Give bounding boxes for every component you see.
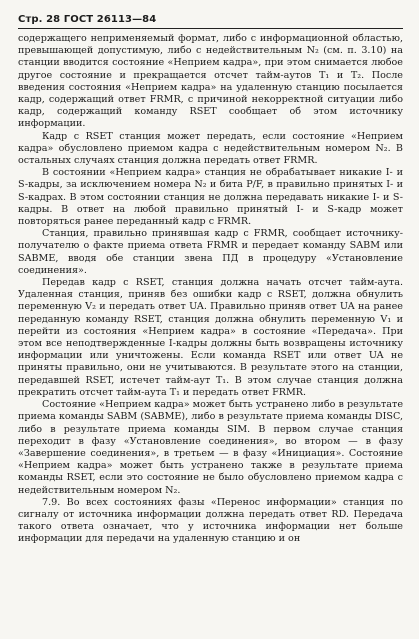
paragraph: В состоянии «Неприем кадра» станция не обрабатывает никакие I- и S-кадры, за исключением номера N₂ и бита P/F, в правильно принятых I- и S-кадрах. В этом состоянии станция не должна передавать никакие I- и S-кадры. В ответ на любой правильно принятый I- и S-кадр может повторяться ранее переданный кадр с FRMR. [18,167,403,228]
page-header [18,8,403,26]
paragraph: Состояние «Неприем кадра» может быть устранено либо в результате приема команды SABM (SABME), либо в результате приема команды DISC, либо в результате приема команды SIM. В первом случае станция переходит в фазу «Установление соединения», во втором — в фазу «Завершение соединения», в третьем — в фазу «Инициация». Состояние «Неприем кадра» может быть устранено также в результате приема команды RSET, если это состояние не было обусловлено приемом кадра с недействительным номером N₂. [18,399,403,496]
paragraph: 7.9. Во всех состояниях фазы «Перенос информации» станция по сигналу от источника информации должна передать ответ RD. Передача такого ответа означает, что у источника информации нет больше информации для передачи на удаленную станцию и он [18,496,403,545]
paragraph: Станция, правильно принявшая кадр с FRMR, сообщает источнику-получателю о факте приема ответа FRMR и передает команду SABM или SABME, вводя обе станции звена ПД в процедуру «Установление соединения». [18,228,403,276]
document-body [18,33,403,546]
paragraph: содержащего неприменяемый формат, либо с информационной областью, превышающей допустимую, либо с недействительным N₂ (см. п. 3.10) на станции вводится состояние «Неприем кадра», при этом снимается любое другое состояние и прекращается отсчет тайм-аутов T₁ и T₂. После введения состояния «Неприем кадра» на удаленную станцию посылается кадр, содержащий ответ FRMR, с причиной некорректной ситуации либо кадр, содержащий команду RSET сообщает об этом источнику информации. [18,33,403,130]
paragraph: Передав кадр с RSET, станция должна начать отсчет тайм-аута. Удаленная станция, приняв без ошибки кадр с RSET, должна обнулить переменную V₂ и передать ответ UA. Правильно приняв ответ UA на ранее переданную команду RSET, станция должна обнулить переменную V₁ и перейти из состояния «Неприем кадра» в состояние «Передача». При этом все неподтвержденные I-кадры должны быть возвращены источнику информации или уничтожены. Если команда RSET или ответ UA не приняты правильно, они не учитываются. В результате этого на станции, передавшей RSET, истечет тайм-аут T₁. В этом случае станция должна прекратить отсчет тайм-аута T₁ и передать ответ FRMR. [18,277,403,398]
header-rule [18,28,403,29]
paragraph: Кадр с RSET станция может передать, если состояние «Неприем кадра» обусловлено приемом кадра с недействительным номером N₂. В остальных случаях станция должна передать ответ FRMR. [18,130,403,167]
page-header-text: Стр. 28 ГОСТ 26113—84 [18,14,157,25]
